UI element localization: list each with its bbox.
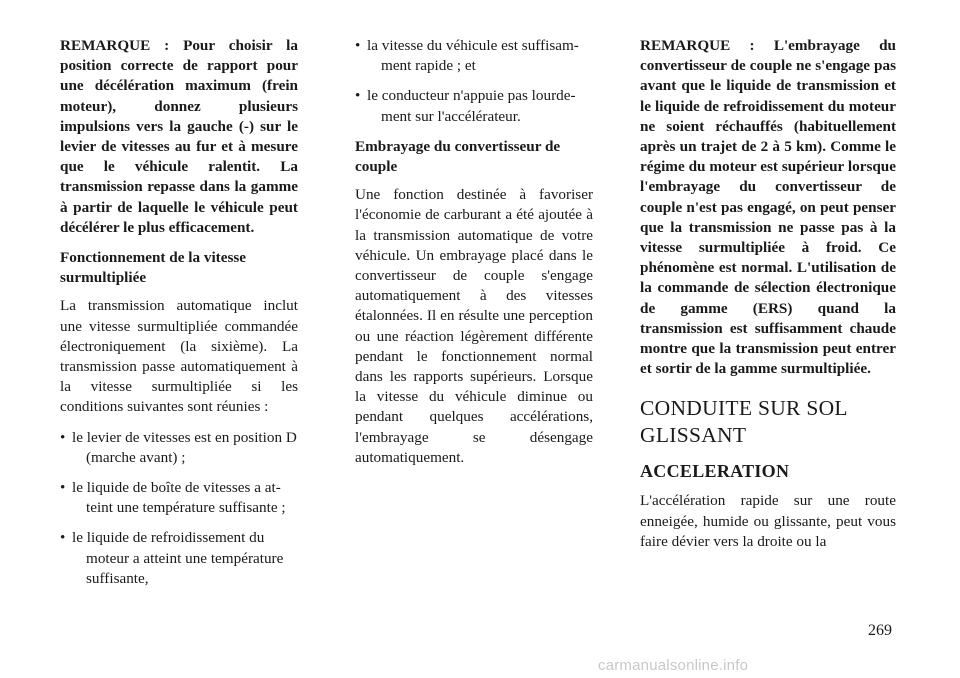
list-item-text: la vitesse du véhicule est suffisam- (367, 37, 579, 54)
list-item-text: le liquide de boîte de vitesses a at- (72, 479, 281, 497)
column-right (640, 36, 896, 562)
body-paragraph: La transmission automatique inclut une vitesse surmultipliée commandée électroniquement (la sixième). La transmission passe automatiquement à la vitesse surmultipliée si les conditions suivantes sont réunies : (60, 297, 298, 416)
page-number: 269 (868, 622, 892, 639)
list-item (355, 86, 593, 126)
body-paragraph: L'accélération rapide sur une route enneigée, humide ou glissante, peut vous faire dévier vers la droite ou la (640, 492, 896, 550)
section-title: CONDUITE SUR SOL GLISSANT (640, 396, 848, 448)
subsection-title: ACCELERATION (640, 461, 790, 482)
list-item-text-cont: teint une température suffisante ; (86, 499, 286, 517)
remark-paragraph: REMARQUE : L'embrayage du convertisseur de couple ne s'engage pas avant que le liquide de transmission et le liquide de refroidissement du moteur ne soient réchauffés (habituellement après un trajet de 2 à 5 km). Comme le régime du moteur est supérieur lorsque l'embrayage du convertisseur de couple n'est pas engagé, on peut penser que la transmission ne passe pas à la vitesse surmultipliée à froid. Ce phénomène est normal. L'utilisation de la commande de sélection électronique de gamme (ERS) quand la transmission est suffisamment chaude montre que la transmission peut entrer et sortir de la gamme surmultipliée. (640, 37, 896, 378)
body-paragraph: Une fonction destinée à favoriser l'économie de carburant a été ajoutée à la transmission automatique de votre véhicule. Un embrayage placé dans le convertisseur de couple s'engage automatiquement à des vitesses étalonnées. Il en résulte une perception ou une réaction légèrement différente pendant le fonctionnement normal dans les rapports supérieurs. Lorsque la vitesse du véhicule diminue ou pendant quelques accélérations, l'embrayage se désengage automatiquement. (355, 186, 593, 466)
list-item-text-cont: ment sur l'accélérateur. (381, 107, 521, 125)
list-item-text-cont: ment rapide ; et (381, 57, 476, 75)
column-left (60, 36, 298, 599)
watermark: carmanualsonline.info (598, 657, 749, 674)
list-item-text-cont: moteur a atteint une température suffisante, (86, 549, 284, 587)
heading-converter-clutch: Embrayage du convertisseur de couple (355, 137, 561, 176)
remark-paragraph: REMARQUE : Pour choisir la position correcte de rapport pour une décélération maximum (frein moteur), donnez plusieurs impulsions vers la gauche (-) sur le levier de vitesses au fur et à mesure que le véhicule ralentit. La transmission repasse dans la gamme à partir de laquelle le véhicule peut décélérer le plus efficacement. (60, 37, 298, 236)
column-middle (355, 36, 593, 478)
list-item-text-cont: (marche avant) ; (86, 448, 186, 466)
list-item (60, 428, 298, 468)
list-item-text: le liquide de refroidissement du (72, 529, 265, 547)
list-item (60, 528, 298, 589)
condition-list (60, 428, 298, 589)
condition-list-continued (355, 36, 593, 127)
list-item (355, 36, 593, 76)
list-item (60, 478, 298, 518)
heading-overdrive: Fonctionnement de la vitesse surmultipliée (60, 249, 247, 287)
list-item-text: le levier de vitesses est en position D (72, 428, 297, 446)
list-item-text: le conducteur n'appuie pas lourde- (367, 87, 576, 105)
